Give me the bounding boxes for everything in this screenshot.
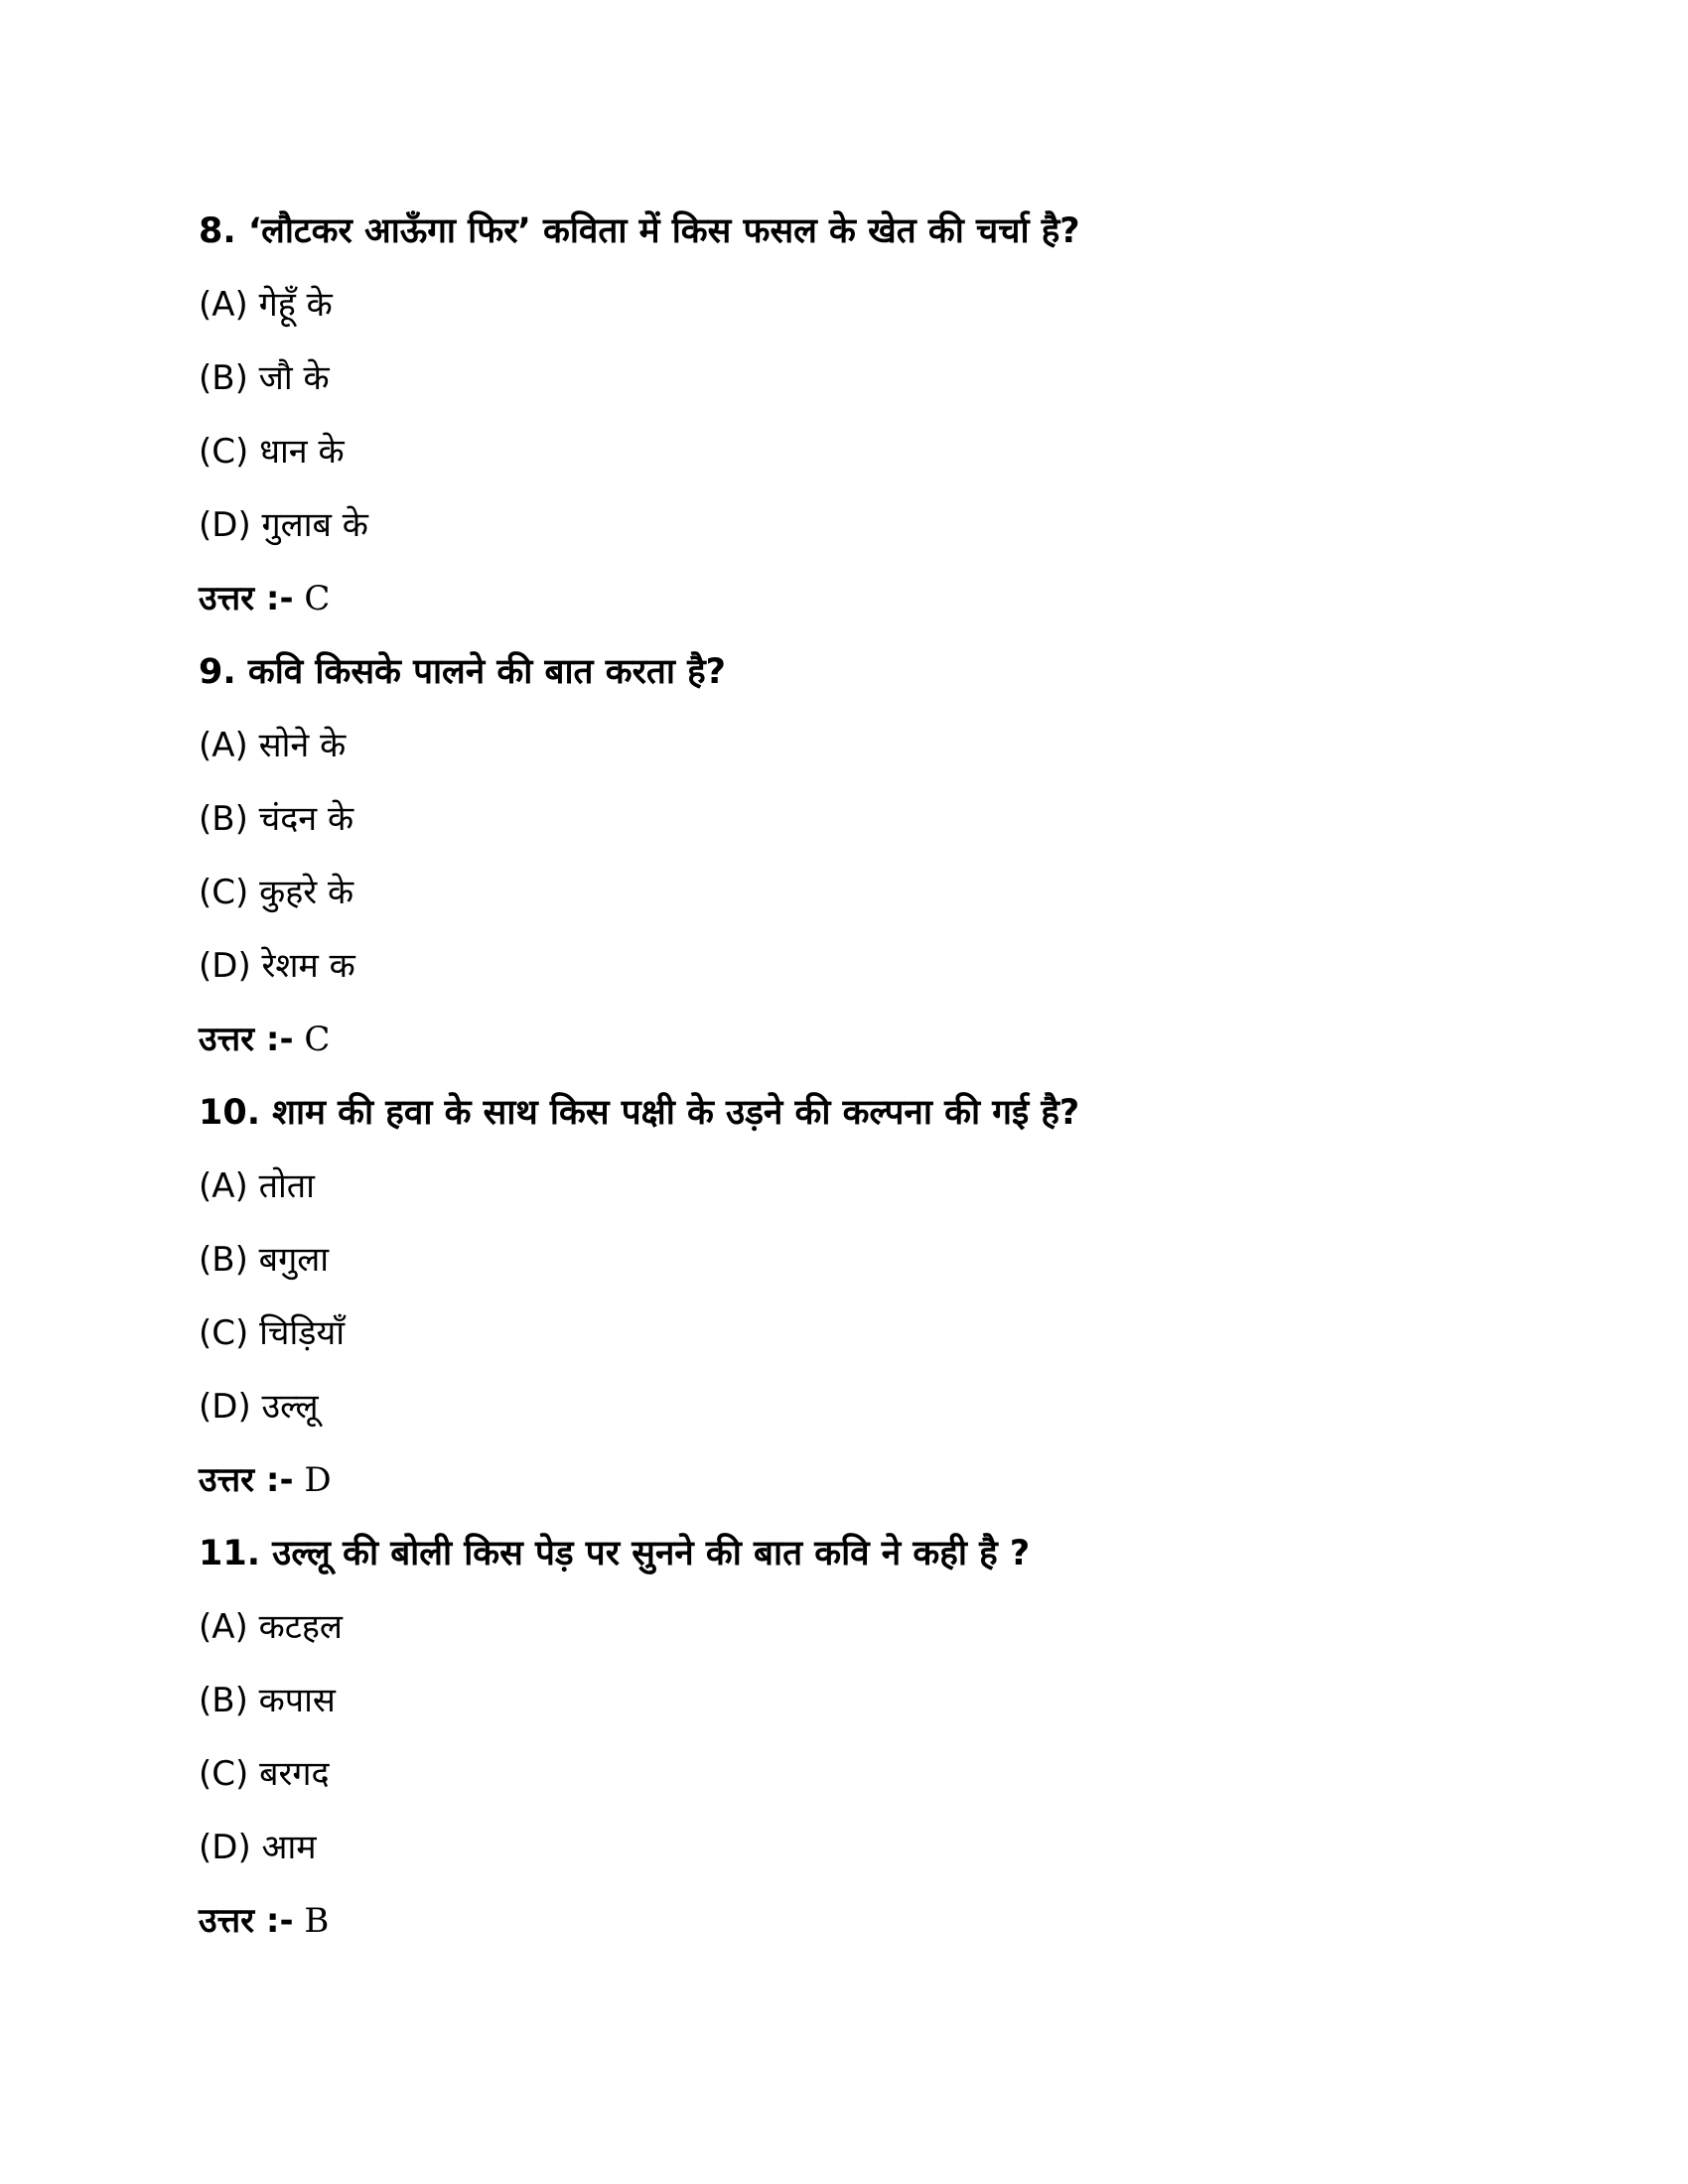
answer-line: [199, 562, 1589, 635]
option-d: (D) आम: [199, 1828, 317, 1867]
question-text: 11. उल्लू की बोली किस पेड़ पर सुनने की बात कवि ने कही है ?: [199, 1534, 1031, 1573]
answer-value: B: [304, 1901, 330, 1941]
answer-line: [199, 1003, 1589, 1076]
question-8: [199, 195, 1589, 635]
question-text: 8. ‘लौटकर आऊँगा फिर’ कविता में किस फसल के खेत की चर्चा है?: [199, 211, 1080, 251]
question-text: 9. कवि किसके पालने की बात करता है?: [199, 652, 726, 692]
option-b: (B) जौ के: [199, 358, 330, 398]
answer-line: [199, 1443, 1589, 1517]
question-10: [199, 1076, 1589, 1517]
answer-label: उत्तर :-: [199, 1020, 294, 1059]
option-c: (C) कुहरे के: [199, 873, 354, 912]
option-a: (A) कटहल: [199, 1607, 343, 1647]
question-9: [199, 635, 1589, 1076]
answer-value: C: [304, 1020, 331, 1059]
option-c: (C) चिड़ियाँ: [199, 1313, 345, 1353]
option-c: (C) बरगद: [199, 1754, 330, 1794]
question-text: 10. शाम की हवा के साथ किस पक्षी के उड़ने की कल्पना की गई है?: [199, 1093, 1080, 1133]
option-b: (B) कपास: [199, 1681, 336, 1720]
answer-line: [199, 1884, 1589, 1958]
option-a: (A) तोता: [199, 1166, 315, 1206]
question-11: [199, 1517, 1589, 1958]
answer-value: D: [304, 1460, 332, 1500]
document-page: [199, 195, 1589, 1958]
option-a: (A) सोने के: [199, 726, 347, 765]
option-d: (D) गुलाब के: [199, 505, 368, 545]
answer-label: उत्तर :-: [199, 1901, 294, 1941]
option-d: (D) उल्लू: [199, 1387, 319, 1427]
option-b: (B) चंदन के: [199, 799, 354, 839]
answer-label: उत्तर :-: [199, 579, 294, 618]
option-a: (A) गेहूँ के: [199, 285, 333, 325]
answer-value: C: [304, 579, 331, 618]
answer-label: उत्तर :-: [199, 1460, 294, 1500]
option-c: (C) धान के: [199, 432, 345, 472]
option-d: (D) रेशम क: [199, 946, 355, 986]
option-b: (B) बगुला: [199, 1240, 330, 1280]
